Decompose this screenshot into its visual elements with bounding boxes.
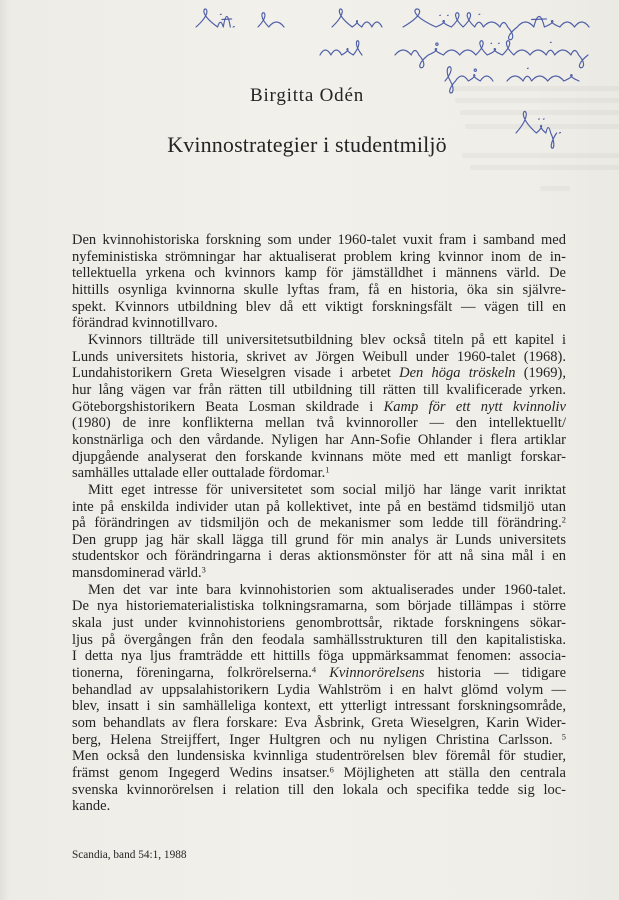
text-line [72, 349, 566, 366]
footnote-ref: 3 [201, 565, 206, 575]
paragraph [72, 232, 566, 332]
text-line [72, 365, 566, 382]
text-run: mansdominerad värld. [72, 565, 202, 582]
text-line [72, 615, 566, 632]
text-run: hur lång vägen var från rätten till utbildning till rätten till kvalificerade yrken. [72, 381, 566, 398]
text-run: djupgående analyserat den forskande kvinnans möte med ett manligt forskar- [72, 448, 566, 465]
text-run: blev, insatt i sin samhälleliga kontext, ett ytterligt intressant forskningsområde, [72, 698, 566, 715]
text-line [72, 798, 566, 815]
text-run: tellektuella yrkena och kvinnors kamp för jämställdhet i männens värld. De [72, 265, 566, 282]
text-line [72, 332, 566, 349]
text-run: Mitt eget intresse för universitetet som social miljö har länge varit inriktat [88, 481, 566, 498]
text-line [72, 732, 566, 749]
text-line [72, 598, 566, 615]
text-run: De nya historiematerialistiska tolkningsramarna, som började tillämpas i större [72, 598, 566, 615]
text-run: behandlad av uppsalahistorikern Lydia Wahlström i en halvt glömd volym — [72, 681, 566, 698]
text-run: Göteborgshistorikern Beata Losman skildrade i [72, 398, 384, 415]
handwriting-stroke [436, 42, 551, 45]
text-line [72, 648, 566, 665]
text-run: skala just under kvinnohistoriens genombrottsår, riktade forskningens sökar- [72, 615, 566, 632]
text-line [72, 265, 566, 282]
text-line [72, 748, 566, 765]
author-name: Birgitta Odén [249, 85, 364, 106]
text-line [72, 548, 566, 565]
text-run: Den grupp jag här skall lägga till grund för min analys är Lunds universitets [72, 531, 566, 548]
text-line [72, 299, 566, 316]
text-run: kande. [72, 798, 111, 815]
text-run: förändrad kvinnotillvaro. [72, 315, 218, 332]
footnote-ref: 2 [561, 515, 566, 525]
footnote-ref: 5 [561, 732, 566, 742]
text-run: spekt. Kvinnors utbildning blev då ett viktigt forskningsfält — vägen till en [72, 298, 566, 315]
footnote-ref: 4 [311, 665, 317, 675]
text-run: Lunds universitets historia, skrivet av Jörgen Weibull under 1960-talet (1968). [72, 348, 566, 365]
text-line [72, 565, 566, 582]
text-run: på förändringen av tidsmiljön och de mekanismer som ledde till förändring. [72, 515, 562, 532]
footnote-ref: 1 [325, 465, 330, 475]
text-run: historia — tidigare [424, 665, 567, 682]
text-line [72, 449, 566, 466]
text-line [72, 382, 566, 399]
handwriting-stroke [196, 9, 236, 27]
text-line [72, 399, 566, 416]
footnote-ref: 6 [329, 765, 334, 775]
handwriting-stroke [507, 75, 579, 81]
paragraph [72, 332, 566, 482]
text-run: Lundahistorikern Greta Wieselgren visade i arbetet [72, 365, 400, 382]
text-run: som behandlats av flera forskare: Eva Åsbrink, Greta Wieselgren, Karin Wider- [72, 715, 566, 732]
handwriting-stroke [258, 13, 284, 27]
text-line [72, 499, 566, 516]
italic-title: Kvinnorörelsens [329, 665, 425, 682]
show-through-line [470, 165, 619, 170]
text-line [72, 632, 566, 649]
text-run: (1980) de inre konflikterna mellan två kvinnoroller — den intellektuellt/ [72, 415, 566, 432]
text-run: tionerna, föreningarna, folkrörelserna. [72, 665, 312, 682]
article-title: Kvinnostrategier i studentmiljö [167, 132, 447, 157]
handwriting-stroke [403, 9, 589, 40]
text-line [72, 698, 566, 715]
text-line [72, 232, 566, 249]
text-run: samhälles uttalade eller outtalade fördomar. [72, 465, 326, 482]
handwriting-stroke [395, 41, 588, 68]
text-run: studentskor och förändringarna i deras aktionsmönster för att nå sina mål i en [72, 548, 566, 565]
italic-title: Den höga tröskeln [399, 365, 516, 382]
text-run [316, 665, 329, 681]
text-run: inte på enskilda individer utan på kollektivet, inte på en bestämd tidsmiljö utan [72, 498, 566, 515]
text-run: Kvinnors tillträde till universitetsutbildning blev också titeln på ett kapitel i [88, 331, 566, 348]
paragraph [72, 582, 566, 815]
text-run: hittills osynliga kvinnorna skulle lyftas fram, få en historia, öka sin självre- [72, 281, 566, 298]
text-run: nyfeministiska strömningar har aktualiserat problem kring kvinnor inom de in- [72, 248, 566, 265]
text-run: (1969), [515, 365, 566, 382]
text-run: konstnärliga och den vårdande. Nyligen har Ann-Sofie Ohlander i flera artiklar [72, 431, 566, 448]
text-line [72, 765, 566, 782]
handwritten-dedication [0, 0, 619, 150]
handwriting-stroke [474, 69, 476, 71]
handwriting-stroke [320, 41, 362, 55]
text-line [72, 782, 566, 799]
article-body [72, 232, 566, 815]
text-line [72, 482, 566, 499]
text-line [72, 665, 566, 682]
text-line [72, 465, 566, 482]
text-line [72, 682, 566, 699]
show-through-line [540, 186, 570, 191]
text-run: I detta nya ljus framträdde ett hittills föga uppmärksammat fenomen: associa- [72, 648, 566, 665]
text-line [72, 515, 566, 532]
text-run: berg, Helena Streijffert, Inger Hultgren och nu nyligen Christina Carlsson. [72, 731, 562, 748]
text-line [72, 715, 566, 732]
text-run: främst genom Ingegerd Wedins insatser. [72, 765, 330, 781]
text-line [72, 282, 566, 299]
text-run: Den kvinnohistoriska forskning som under 1960-talet vuxit fram i samband med [72, 232, 566, 248]
text-line [72, 582, 566, 599]
handwriting-stroke [332, 9, 382, 27]
text-line [72, 315, 566, 332]
text-run: ljus på övergången från den feodala samhällsstrukturen till den kapitalistiska. [72, 631, 566, 648]
text-line [72, 432, 566, 449]
journal-citation: Scandia, band 54:1, 1988 [72, 849, 187, 861]
italic-title: Kamp för ett nytt kvinnoliv [383, 398, 566, 415]
text-run: svenska kvinnorörelsen i relation till den lokala och specifika tedde sig loc- [72, 781, 566, 798]
text-line [72, 532, 566, 549]
text-run: Möjligheten att ställa den centrala [333, 765, 566, 781]
text-run: Men också den lundensiska kvinnliga studentrörelsen blev föremål för studier, [72, 748, 566, 765]
text-run: Men det var inte bara kvinnohistorien som aktualiserades under 1960-talet. [88, 581, 566, 598]
text-line [72, 249, 566, 266]
text-line [72, 415, 566, 432]
paragraph [72, 482, 566, 582]
